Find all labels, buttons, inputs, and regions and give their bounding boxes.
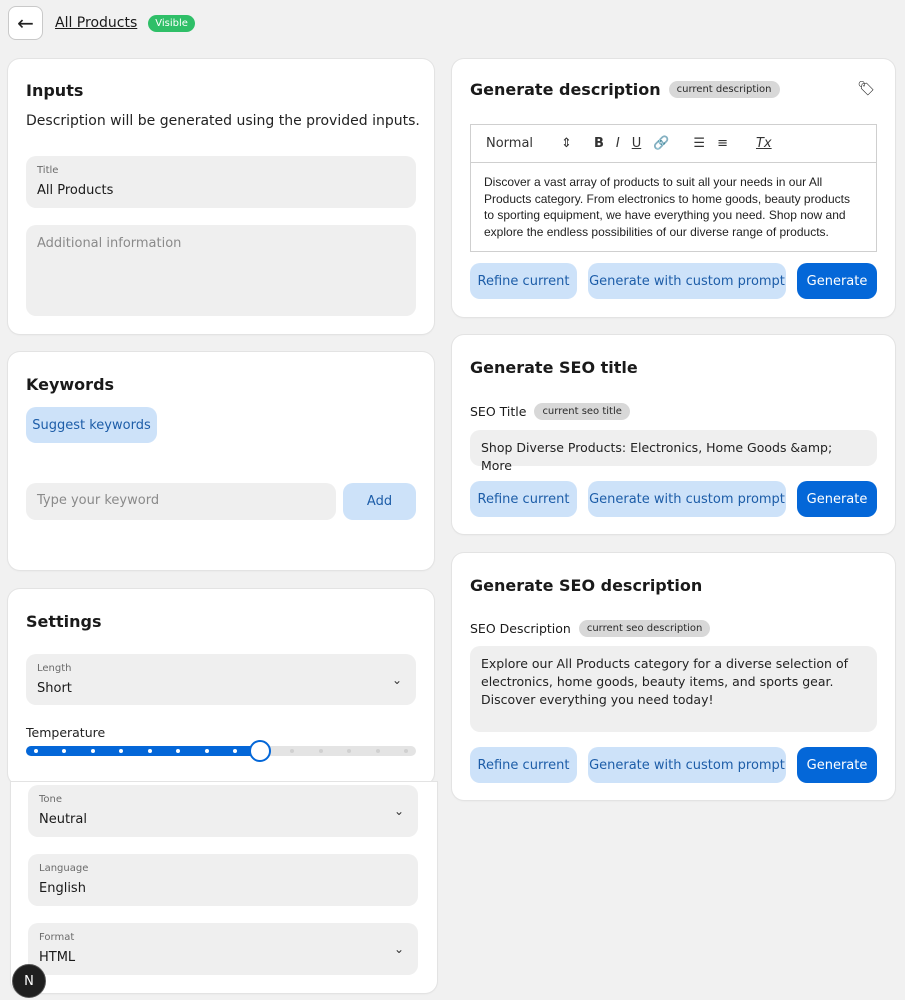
link-icon[interactable]: 🔗 xyxy=(653,136,670,151)
title-field-value: All Products xyxy=(37,183,114,198)
tone-label: Tone xyxy=(39,794,63,805)
refine-current-button[interactable]: Refine current xyxy=(470,747,577,783)
current-description-badge: current description xyxy=(669,81,780,98)
dev-tools-badge[interactable]: N xyxy=(12,964,46,998)
slider-step-dot xyxy=(148,749,152,753)
generate-button[interactable]: Generate xyxy=(797,481,877,517)
bullet-list-icon[interactable]: ≡ xyxy=(717,136,728,151)
add-keyword-button[interactable]: Add xyxy=(343,483,416,520)
inputs-title: Inputs xyxy=(26,81,84,100)
temperature-slider-fill xyxy=(26,746,260,756)
keywords-card xyxy=(8,352,434,570)
generate-description-header xyxy=(470,80,780,99)
bold-button[interactable]: B xyxy=(593,136,604,151)
clear-format-button[interactable]: Tx xyxy=(755,136,772,151)
language-label: Language xyxy=(39,863,89,874)
slider-step-dot xyxy=(347,749,351,753)
back-button[interactable] xyxy=(8,6,43,40)
generate-button[interactable]: Generate xyxy=(797,263,877,299)
additional-info-textarea[interactable] xyxy=(26,225,416,316)
current-seo-title-badge: current seo title xyxy=(534,403,629,420)
ordered-list-icon[interactable]: ☰ xyxy=(693,136,706,151)
slider-step-dot xyxy=(91,749,95,753)
top-bar xyxy=(8,6,195,40)
suggest-keywords-button[interactable]: Suggest keywords xyxy=(26,407,157,443)
custom-prompt-button[interactable]: Generate with custom prompt xyxy=(588,747,786,783)
seo-title-input[interactable]: Shop Diverse Products: Electronics, Home Goods &amp; More xyxy=(470,430,877,466)
length-label: Length xyxy=(37,663,72,674)
chevron-down-icon: ⌄ xyxy=(391,672,402,687)
italic-button[interactable]: I xyxy=(615,136,620,151)
seo-description-input[interactable]: Explore our All Products category for a diverse selection of electronics, home goods, beauty items, and sports gear. Discover everything you need today! xyxy=(470,646,877,732)
slider-step-dot xyxy=(404,749,408,753)
underline-button[interactable]: U xyxy=(631,136,642,151)
generate-description-title: Generate description xyxy=(470,80,661,99)
temperature-label: Temperature xyxy=(26,725,106,740)
format-select[interactable] xyxy=(28,923,418,975)
title-field-label: Title xyxy=(37,165,59,176)
generate-seo-description-card xyxy=(452,553,895,800)
slider-step-dot xyxy=(34,749,38,753)
status-badge: Visible xyxy=(148,15,195,32)
slider-step-dot xyxy=(376,749,380,753)
tag-icon[interactable]: 🏷 xyxy=(857,81,875,97)
length-select[interactable] xyxy=(26,654,416,705)
slider-step-dot xyxy=(290,749,294,753)
tone-select[interactable] xyxy=(28,785,418,837)
settings-overflow-section xyxy=(11,782,437,993)
keyword-input[interactable] xyxy=(26,483,336,520)
style-select-arrows-icon[interactable]: ⇕ xyxy=(561,136,572,151)
length-value: Short xyxy=(37,681,72,696)
inputs-card xyxy=(8,59,434,334)
current-seo-description-badge: current seo description xyxy=(579,620,711,637)
description-content[interactable]: Discover a vast array of products to suit all your needs in our All Products category. From electronics to home goods, beauty products to sporting equipment, we have everything you need. Shop now and explore the endless possibilities of our diverse range of products. xyxy=(484,175,850,239)
generate-seo-title-title: Generate SEO title xyxy=(470,358,638,377)
temperature-slider[interactable] xyxy=(26,746,416,756)
temperature-slider-thumb[interactable] xyxy=(249,740,271,762)
generate-button[interactable]: Generate xyxy=(797,747,877,783)
seo-title-label-row xyxy=(470,403,630,420)
seo-description-label: SEO Description xyxy=(470,621,571,636)
generate-seo-description-title: Generate SEO description xyxy=(470,576,703,595)
style-select[interactable]: Normal xyxy=(486,136,534,151)
arrow-left-icon: ← xyxy=(17,11,34,35)
language-field[interactable] xyxy=(28,854,418,906)
refine-current-button[interactable]: Refine current xyxy=(470,481,577,517)
title-field[interactable] xyxy=(26,156,416,208)
refine-current-button[interactable]: Refine current xyxy=(470,263,577,299)
format-label: Format xyxy=(39,932,75,943)
generate-seo-title-card xyxy=(452,335,895,534)
seo-title-label: SEO Title xyxy=(470,404,527,419)
format-value: HTML xyxy=(39,950,76,965)
additional-info-placeholder: Additional information xyxy=(37,236,182,251)
editor-toolbar xyxy=(471,125,876,163)
generate-description-card xyxy=(452,59,895,317)
tone-value: Neutral xyxy=(39,812,87,827)
seo-description-label-row xyxy=(470,620,710,637)
custom-prompt-button[interactable]: Generate with custom prompt xyxy=(588,263,786,299)
chevron-down-icon: ⌄ xyxy=(393,942,404,956)
keyword-input-placeholder: Type your keyword xyxy=(37,493,160,508)
breadcrumb-link[interactable]: All Products xyxy=(55,15,138,31)
slider-step-dot xyxy=(205,749,209,753)
language-value: English xyxy=(39,881,86,896)
slider-step-dot xyxy=(319,749,323,753)
keywords-title: Keywords xyxy=(26,375,115,394)
description-editor[interactable] xyxy=(470,124,877,252)
settings-title: Settings xyxy=(26,612,102,631)
custom-prompt-button[interactable]: Generate with custom prompt xyxy=(588,481,786,517)
settings-card xyxy=(8,589,434,785)
chevron-down-icon: ⌄ xyxy=(393,804,404,818)
inputs-subtitle: Description will be generated using the provided inputs. xyxy=(26,113,420,129)
